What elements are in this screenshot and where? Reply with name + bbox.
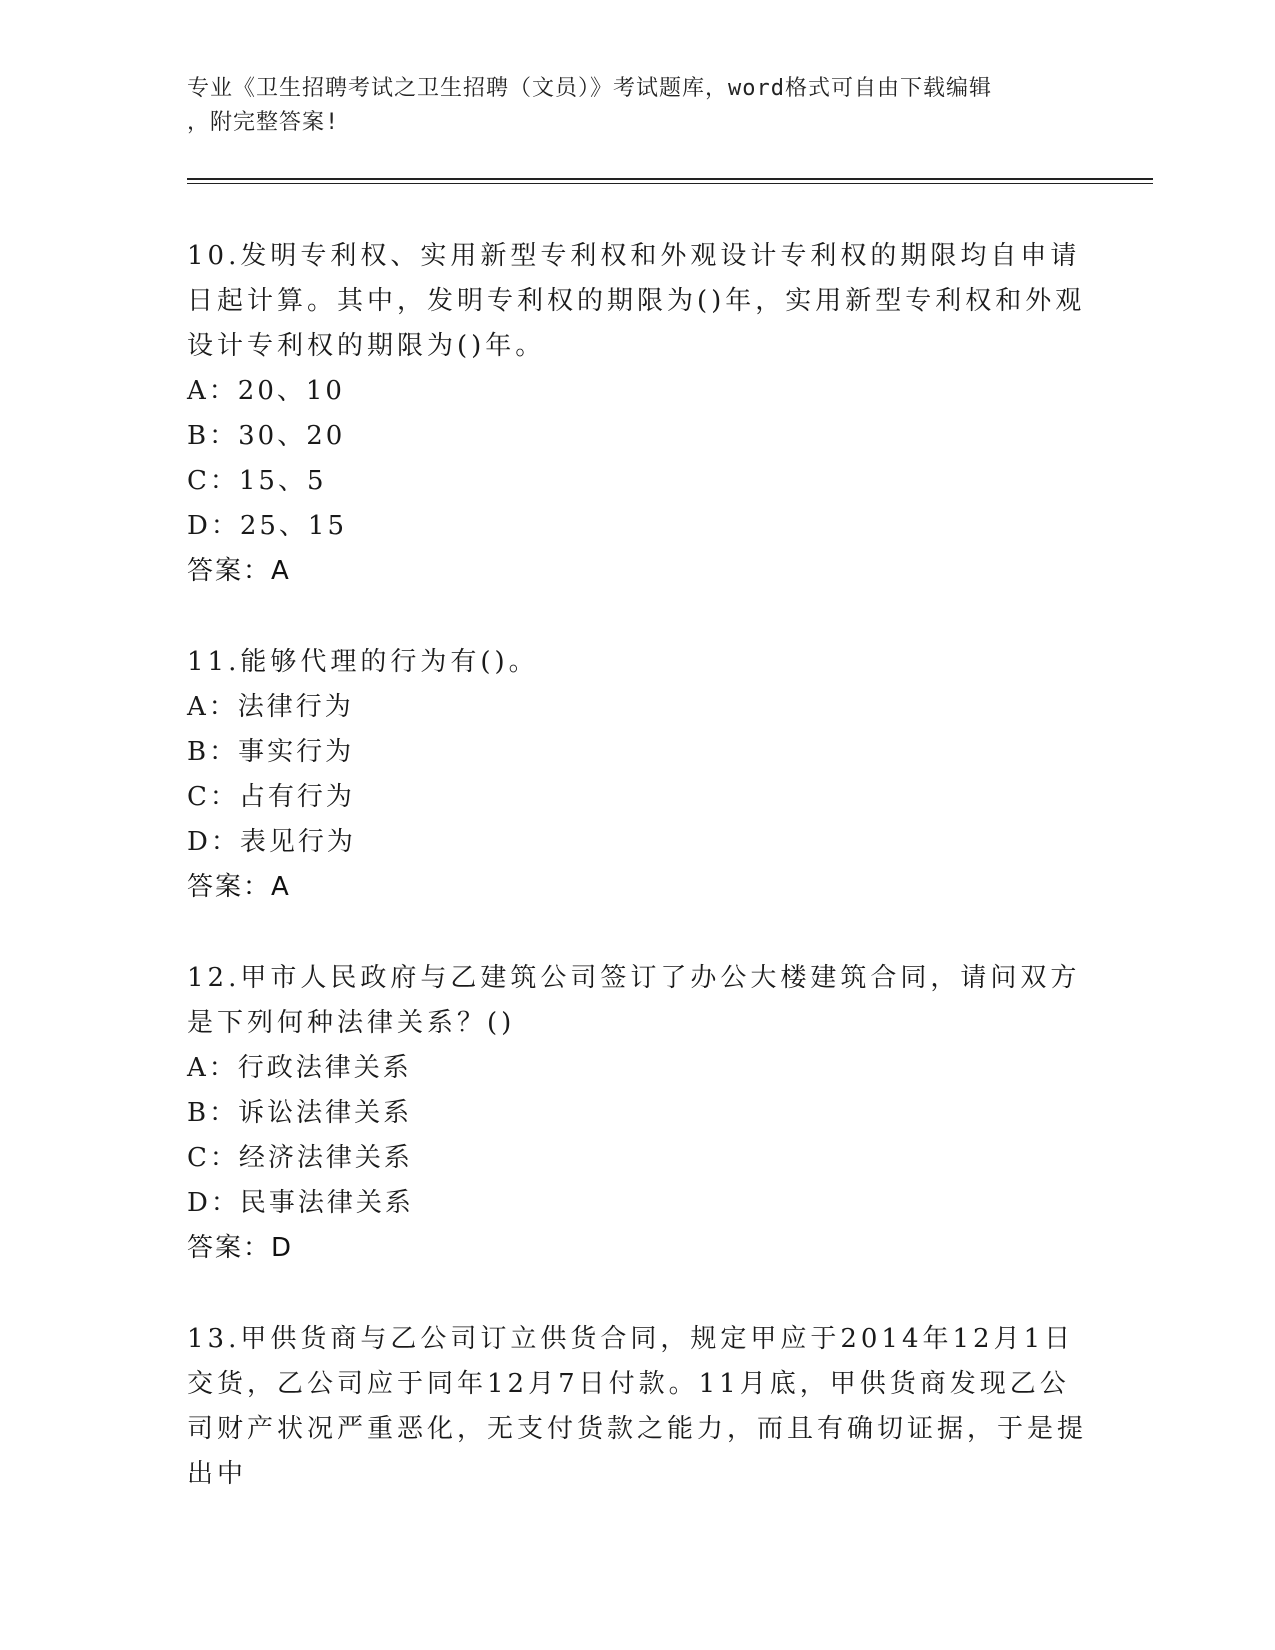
option-c: C：15、5	[187, 466, 327, 496]
question-list	[187, 234, 1087, 1543]
answer-line: 答案：A	[187, 556, 291, 586]
question-13	[187, 1317, 1087, 1497]
option-a: A：行政法律关系	[187, 1053, 412, 1083]
document-header	[187, 72, 1087, 140]
question-text: 10.发明专利权、实用新型专利权和外观设计专利权的期限均自申请日起计算。其中，发明专利权的期限为()年，实用新型专利权和外观设计专利权的期限为()年。	[187, 241, 1086, 361]
option-d: D：表见行为	[187, 827, 356, 857]
option-b: B：诉讼法律关系	[187, 1098, 413, 1128]
header-line-2: ，附完整答案!	[187, 110, 340, 135]
option-a: A：法律行为	[187, 692, 354, 722]
option-b: B：30、20	[187, 421, 346, 451]
option-b: B：事实行为	[187, 737, 355, 767]
option-c: C：经济法律关系	[187, 1143, 413, 1173]
question-11	[187, 640, 1087, 910]
question-text: 12.甲市人民政府与乙建筑公司签订了办公大楼建筑合同，请问双方是下列何种法律关系？()	[187, 963, 1081, 1038]
question-12	[187, 956, 1087, 1271]
header-divider-thick	[187, 178, 1153, 180]
option-d: D：民事法律关系	[187, 1188, 414, 1218]
header-line-1: 专业《卫生招聘考试之卫生招聘（文员）》考试题库，word格式可自由下载编辑	[187, 76, 992, 101]
header-divider-thin	[187, 183, 1153, 184]
question-text: 13.甲供货商与乙公司订立供货合同，规定甲应于2014年12月1日交货，乙公司应于同年12月7日付款。11月底，甲供货商发现乙公司财产状况严重恶化，无支付货款之能力，而且有确切证据，于是提出中	[187, 1324, 1088, 1489]
answer-line: 答案：D	[187, 1233, 294, 1263]
answer-line: 答案：A	[187, 872, 291, 902]
question-10	[187, 234, 1087, 594]
option-d: D：25、15	[187, 511, 348, 541]
question-text: 11.能够代理的行为有()。	[187, 647, 539, 677]
option-c: C：占有行为	[187, 782, 355, 812]
option-a: A：20、10	[187, 376, 345, 406]
